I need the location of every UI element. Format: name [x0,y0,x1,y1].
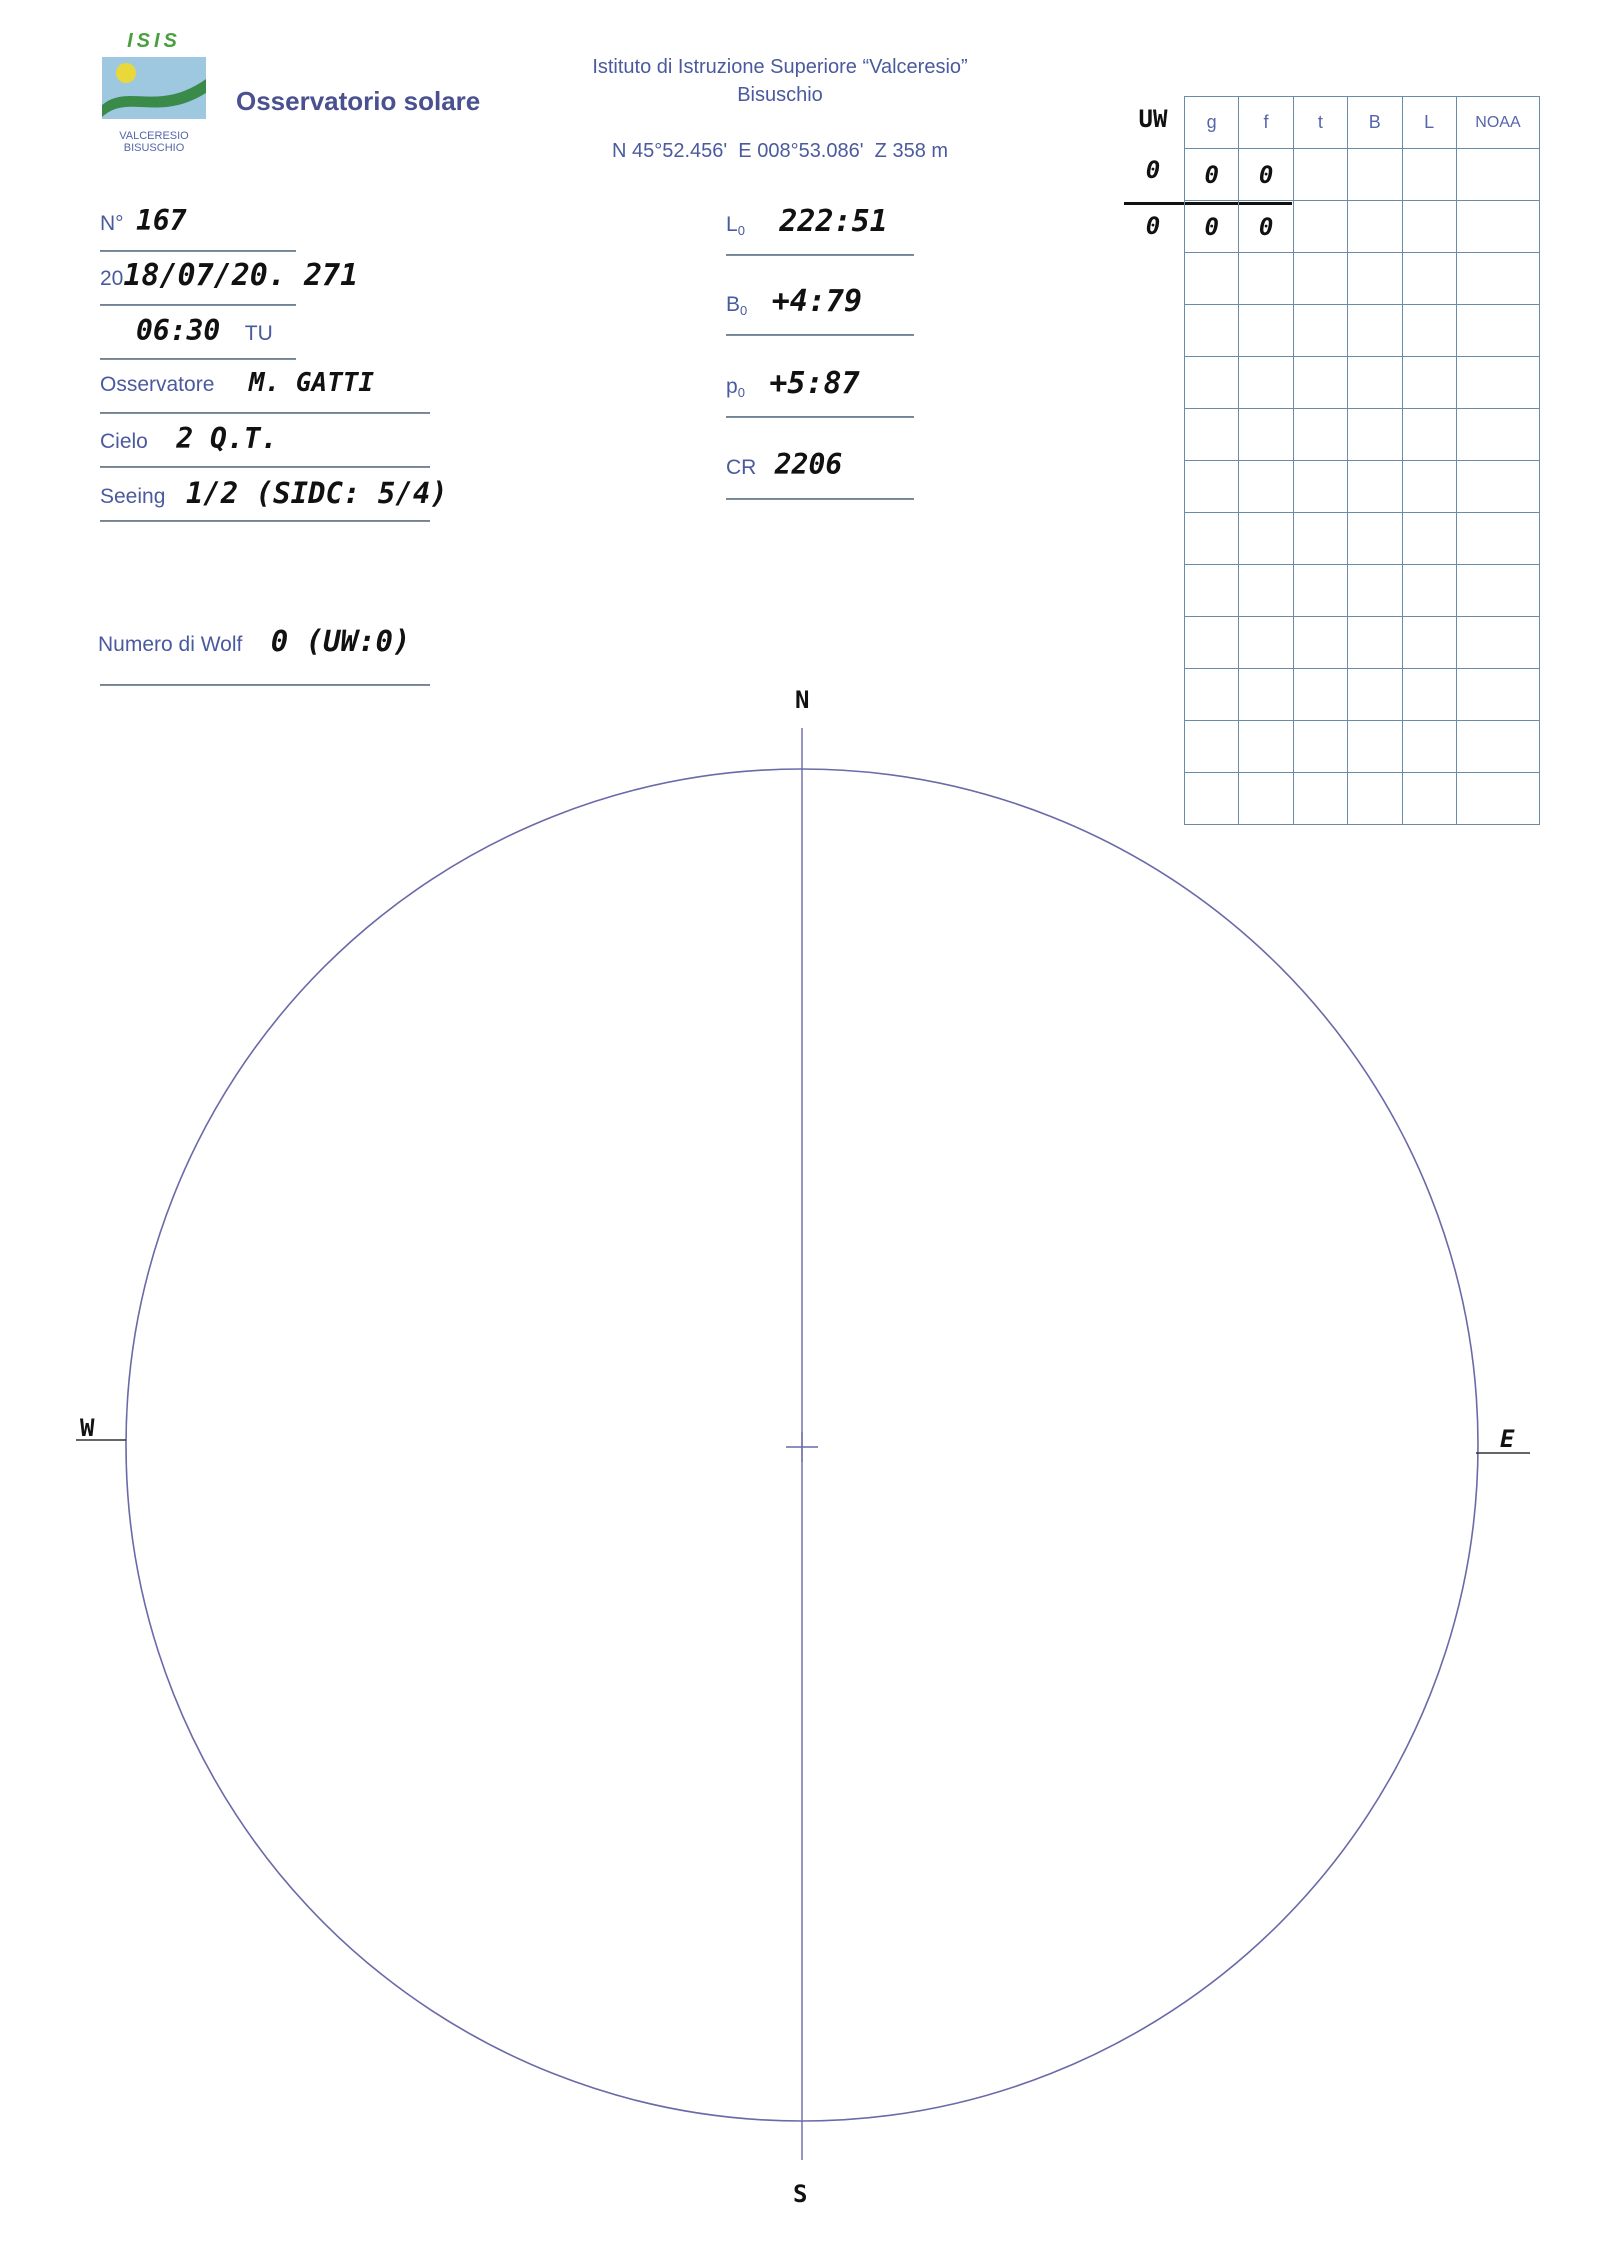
logo-line2: BISUSCHIO [123,142,185,154]
cell-f: 0 [1239,149,1293,201]
cell-g: 0 [1185,201,1239,253]
field-wolf-label: Numero di Wolf [98,633,243,656]
field-date-prefix: 20 [100,267,124,290]
param-p0-label: p [726,375,738,398]
param-cr-value: 2206 [774,448,843,481]
institute-name: Istituto di Istruzione Superiore “Valceresio” [592,56,968,78]
observatory-coords: N 45°52.456' E 008°53.086' Z 358 m [611,140,949,162]
field-observer-label: Osservatore [100,373,215,396]
header-b: B [1348,97,1402,149]
param-l0-value: 222:51 [779,204,888,239]
param-l0-label: L [726,213,738,236]
compass-s: S [793,2180,808,2208]
observatory-title: Osservatorio solare [236,86,481,116]
field-sky-value: 2 Q.T. [176,422,278,455]
param-b0-value: +4:79 [771,284,863,319]
field-time-label: TU [244,322,273,345]
param-b0-label: B [726,293,741,316]
param-b0-sub: 0 [740,303,748,319]
header-l: L [1402,97,1456,149]
header-t: t [1293,97,1347,149]
uw-label: UW [1138,105,1168,133]
header-noaa: NOAA [1456,97,1539,149]
header-f: f [1239,97,1293,149]
field-time-value: 06:30 [136,314,221,347]
compass-e: E [1500,1425,1515,1453]
cell-g: 0 [1185,149,1239,201]
field-seeing-value: 1/2 (SIDC: 5/4) [185,476,448,510]
param-p0-sub: 0 [737,385,745,401]
field-observer-value: M. GATTI [248,368,375,398]
field-date-value: 18/07/20. 271 [123,258,359,293]
field-wolf-value: 0 (UW:0) [270,624,411,658]
logo-acronym: ISIS [127,30,181,52]
uw-row2: 0 [1145,212,1161,240]
field-number-value: 167 [136,204,187,237]
cell-f: 0 [1239,201,1293,253]
param-p0-value: +5:87 [769,366,860,401]
field-sky-label: Cielo [100,430,148,453]
field-number-label: N° [100,212,124,235]
uw-row1: 0 [1145,156,1161,184]
param-cr-label: CR [726,456,757,479]
institute-town: Bisuschio [737,84,823,106]
compass-n: N [795,686,810,714]
compass-w: W [80,1414,95,1442]
field-seeing-label: Seeing [100,485,166,508]
logo-line1: VALCERESIO [119,130,189,142]
param-l0-sub: 0 [737,223,745,239]
header-g: g [1185,97,1239,149]
